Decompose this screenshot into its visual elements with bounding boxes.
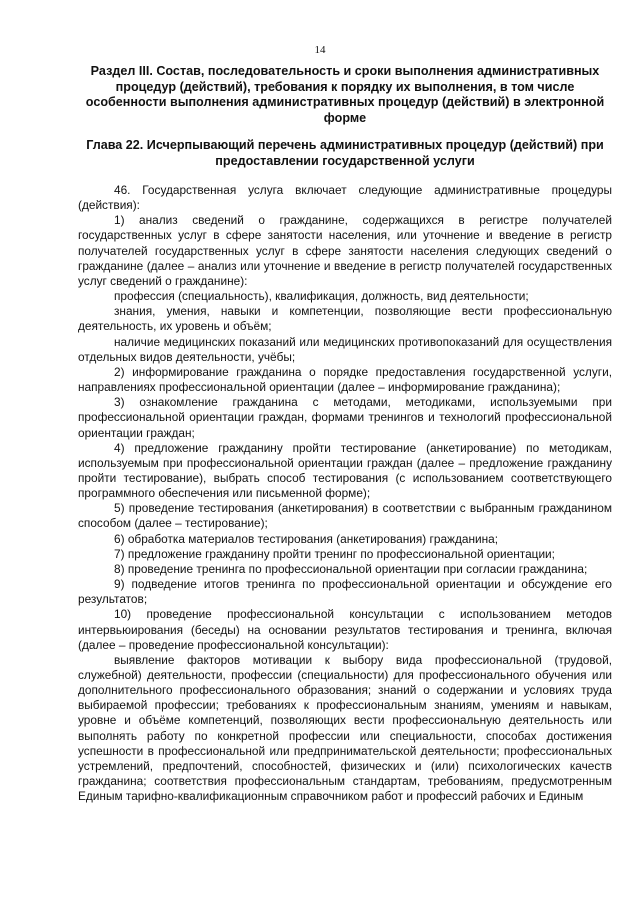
- paragraph: 1) анализ сведений о гражданине, содержащихся в регистре получателей государственных услуг в сфере занятости населения, или уточнение и введение в регистр получателей государственных услуг в сфере занятости населения следующих сведений о гражданине (далее – анализ или уточнение и введение в регистр получателей государственных услуг сведений о гражданине):: [78, 213, 612, 288]
- paragraph: 4) предложение гражданину пройти тестирование (анкетирование) по методикам, используемым при профессиональной ориентации граждан (далее – предложение гражданину пройти тестирование), выбрать способ тестирования (с использованием соответствующего программного обеспечения или письменной форме);: [78, 440, 612, 501]
- page-number: 14: [314, 44, 326, 56]
- paragraph: 5) проведение тестирования (анкетирования) в соответствии с выбранным гражданином способом (далее – тестирование);: [78, 501, 612, 531]
- paragraph: наличие медицинских показаний или медицинских противопоказаний для осуществления отдельных видов деятельности, учёбы;: [78, 334, 612, 364]
- document-body: [78, 183, 612, 804]
- chapter-heading: Глава 22. Исчерпывающий перечень административных процедур (действий) при предоставлении государственной услуги: [86, 138, 604, 168]
- paragraph: выявление факторов мотивации к выбору вида профессиональной (трудовой, служебной) деятельности, профессии (специальности) для профессионального обучения или дополнительного профессионального образования; знаний о содержании и условиях труда выбираемой профессии; требованиях к профессиональным знаниям, умениям и навыкам, уровне и объёме компетенций, позволяющих вести профессиональную деятельность или выполнять работу по конкретной профессии или специальности, способах достижения успешности в профессиональной или предпринимательской деятельности; профессиональных устремлений, предпочтений, способностей, физических и (или) психологических качеств гражданина; соответствия профессиональным стандартам, требованиям, предусмотренным Единым тарифно-квалификационным справочником работ и профессий рабочих и Единым: [78, 652, 612, 804]
- paragraph: 7) предложение гражданину пройти тренинг по профессиональной ориентации;: [114, 546, 555, 561]
- paragraph: профессия (специальность), квалификация, должность, вид деятельности;: [114, 289, 529, 304]
- paragraph: 9) подведение итогов тренинга по профессиональной ориентации и обсуждение его результатов;: [78, 577, 612, 607]
- paragraph: 8) проведение тренинга по профессиональной ориентации при согласии гражданина;: [114, 561, 588, 576]
- paragraph: 46. Государственная услуга включает следующие административные процедуры (действия):: [78, 183, 612, 213]
- paragraph: 2) информирование гражданина о порядке предоставления государственной услуги, направлениях профессиональной ориентации (далее – информирование гражданина);: [78, 364, 612, 395]
- paragraph: 10) проведение профессиональной консультации с использованием методов интервьюирования (беседы) на основании результатов тестирования и тренинга, включая (далее – проведение профессиональной консультации):: [78, 607, 612, 652]
- paragraph: знания, умения, навыки и компетенции, позволяющие вести профессиональную деятельность, их уровень и объём;: [78, 304, 612, 334]
- paragraph: 6) обработка материалов тестирования (анкетирования) гражданина;: [114, 531, 499, 546]
- paragraph: 3) ознакомление гражданина с методами, методиками, используемыми при профессиональной ориентации граждан, формами тренингов и технологий профессиональной ориентации граждан;: [78, 395, 612, 440]
- section-heading: Раздел III. Состав, последовательность и сроки выполнения административных процедур (действий), требования к порядку их выполнения, в том числе особенности выполнения административных процедур (действий) в электронной форме: [85, 64, 605, 125]
